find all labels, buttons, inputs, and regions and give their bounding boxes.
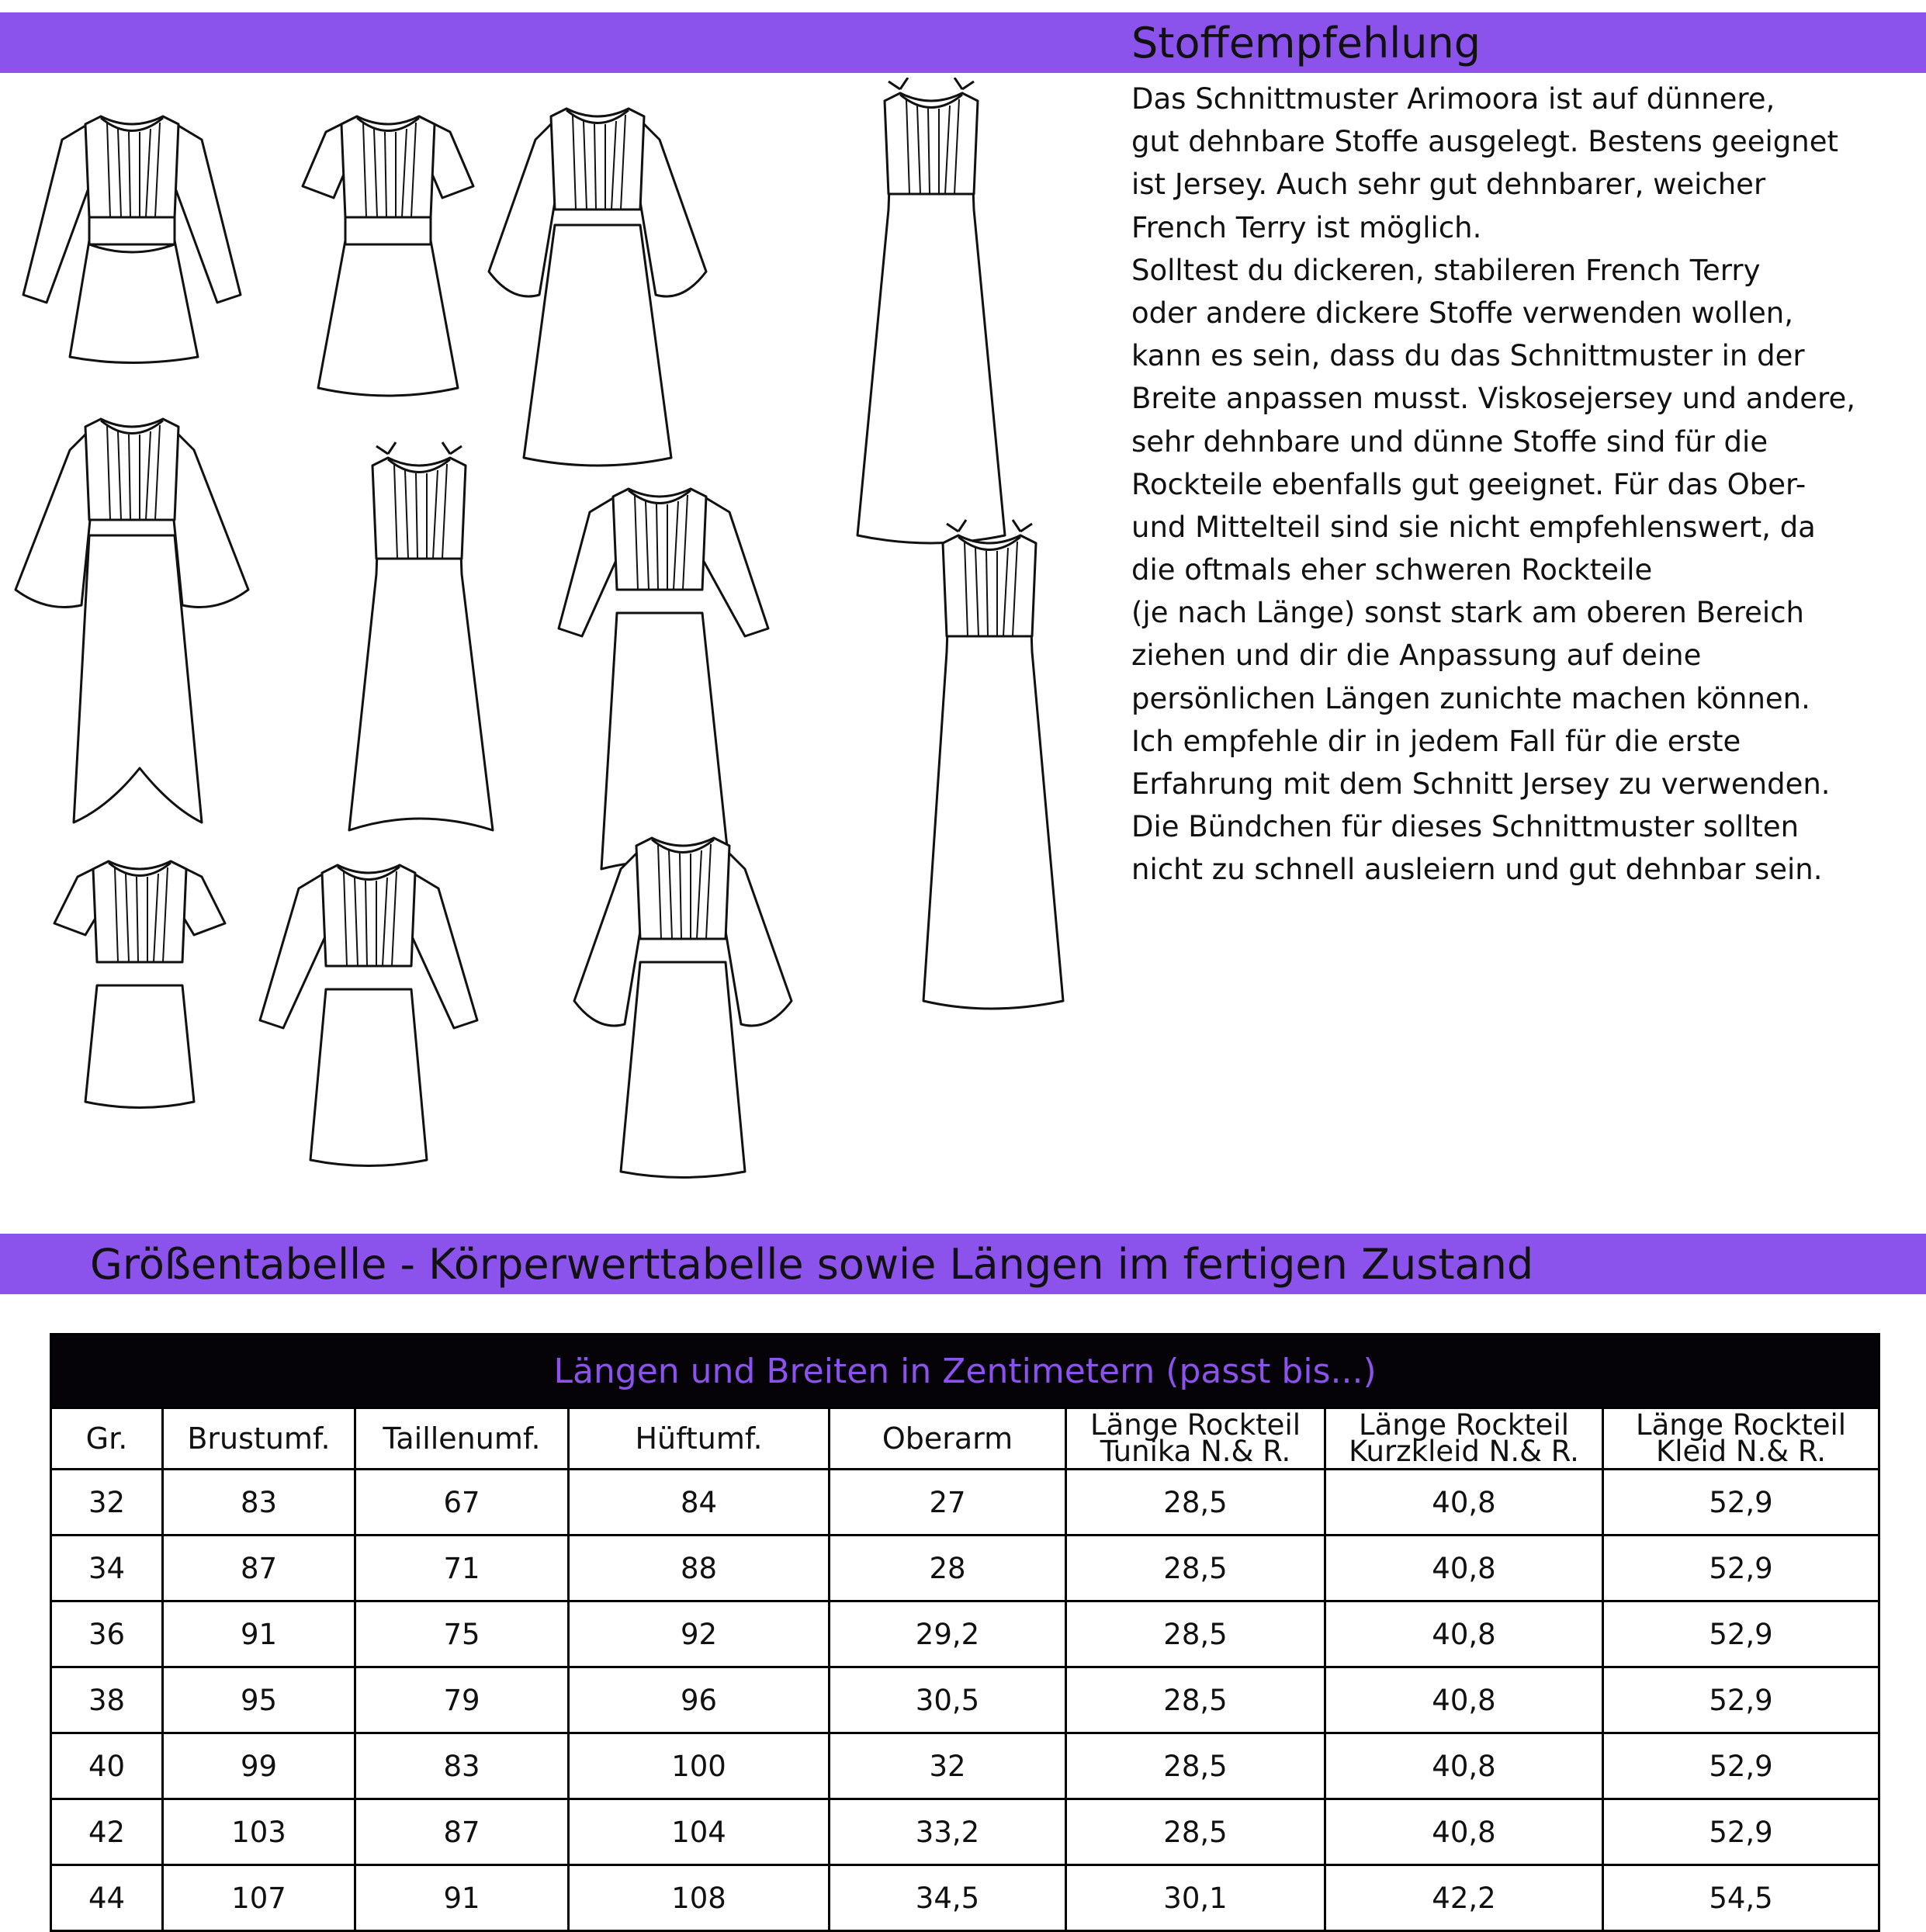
size-table-header xyxy=(1603,1408,1879,1470)
table-cell: 44 xyxy=(51,1865,163,1931)
table-cell: 29,2 xyxy=(830,1601,1066,1667)
table-cell: 34,5 xyxy=(830,1865,1066,1931)
dress-drawing-5 xyxy=(16,419,248,822)
table-cell: 95 xyxy=(163,1667,355,1733)
table-cell: 28,5 xyxy=(1066,1667,1325,1733)
fabric-text-line: sehr dehnbare und dünne Stoffe sind für die xyxy=(1131,424,1768,459)
table-row xyxy=(51,1470,1879,1536)
size-table-header xyxy=(1325,1408,1603,1470)
table-cell: 88 xyxy=(569,1536,830,1601)
dress-drawing-6 xyxy=(349,442,493,830)
table-cell: 54,5 xyxy=(1603,1865,1879,1931)
table-cell: 28 xyxy=(830,1536,1066,1601)
fabric-text-line: Breite anpassen musst. Viskosejersey und andere, xyxy=(1131,382,1855,416)
fabric-text-line: kann es sein, dass du das Schnittmuster in der xyxy=(1131,339,1805,373)
table-cell: 34 xyxy=(51,1536,163,1601)
size-table-header-line: Taillenumf. xyxy=(383,1421,541,1456)
table-cell: 40,8 xyxy=(1325,1601,1603,1667)
size-table xyxy=(50,1333,1880,1932)
fabric-text-line: Ich empfehle dir in jedem Fall für die erste xyxy=(1131,724,1741,758)
fabric-recommendation-title: Stoffempfehlung xyxy=(1131,19,1481,68)
size-table-header-line: Kleid N.& R. xyxy=(1656,1435,1827,1468)
fabric-text-line: French Terry ist möglich. xyxy=(1131,210,1482,244)
size-table-header-line: Brustumf. xyxy=(187,1421,331,1456)
table-cell: 40,8 xyxy=(1325,1667,1603,1733)
dress-drawing-7 xyxy=(559,489,768,869)
table-cell: 67 xyxy=(355,1470,569,1536)
table-cell: 87 xyxy=(355,1799,569,1865)
dress-drawing-1 xyxy=(23,116,241,363)
dress-drawing-11 xyxy=(574,838,792,1178)
size-chart-title: Größentabelle - Körperwerttabelle sowie Längen im fertigen Zustand xyxy=(90,1240,1534,1289)
size-table-header-line: Kurzkleid N.& R. xyxy=(1349,1435,1579,1468)
table-cell: 87 xyxy=(163,1536,355,1601)
table-cell: 28,5 xyxy=(1066,1799,1325,1865)
dress-drawing-10 xyxy=(260,865,477,1166)
size-table-caption: Längen und Breiten in Zentimetern (passt bis...) xyxy=(51,1335,1879,1408)
table-cell: 75 xyxy=(355,1601,569,1667)
table-cell: 103 xyxy=(163,1799,355,1865)
size-table-header xyxy=(830,1408,1066,1470)
size-table-header-line: Länge Rockteil xyxy=(1358,1408,1570,1442)
size-table-header-line: Hüftumf. xyxy=(635,1421,763,1456)
size-table-header-line: Oberarm xyxy=(882,1421,1013,1456)
fabric-text-line: oder andere dickere Stoffe verwenden wollen, xyxy=(1131,296,1793,330)
table-cell: 27 xyxy=(830,1470,1066,1536)
fabric-text-line: persönlichen Längen zunichte machen können. xyxy=(1131,681,1810,715)
table-cell: 52,9 xyxy=(1603,1601,1879,1667)
fabric-text-line: Das Schnittmuster Arimoora ist auf dünnere, xyxy=(1131,82,1775,116)
table-cell: 84 xyxy=(569,1470,830,1536)
size-table-header-line: Länge Rockteil xyxy=(1636,1408,1847,1442)
size-table-header xyxy=(1066,1408,1325,1470)
fabric-text-line: nicht zu schnell ausleiern und gut dehnbar sein. xyxy=(1131,853,1823,887)
fabric-text-line: (je nach Länge) sonst stark am oberen Bereich xyxy=(1131,596,1804,630)
dress-drawing-4 xyxy=(857,78,1005,543)
size-table-header-line: Länge Rockteil xyxy=(1089,1408,1301,1442)
table-cell: 79 xyxy=(355,1667,569,1733)
table-row xyxy=(51,1799,1879,1865)
dress-drawing-9 xyxy=(54,861,225,1108)
table-cell: 32 xyxy=(830,1733,1066,1799)
table-cell: 28,5 xyxy=(1066,1601,1325,1667)
table-cell: 30,1 xyxy=(1066,1865,1325,1931)
table-row xyxy=(51,1667,1879,1733)
dress-drawing-3 xyxy=(489,109,706,466)
size-table-header-row xyxy=(51,1408,1879,1470)
fabric-text-line: und Mittelteil sind sie nicht empfehlenswert, da xyxy=(1131,510,1816,544)
table-cell: 38 xyxy=(51,1667,163,1733)
table-row xyxy=(51,1601,1879,1667)
size-table-header-line: Tunika N.& R. xyxy=(1100,1435,1291,1468)
fabric-text-line: Die Bündchen für dieses Schnittmuster sollten xyxy=(1131,810,1800,844)
table-cell: 100 xyxy=(569,1733,830,1799)
table-cell: 96 xyxy=(569,1667,830,1733)
fabric-text-line: gut dehnbare Stoffe ausgelegt. Bestens geeignet xyxy=(1131,125,1838,159)
table-cell: 52,9 xyxy=(1603,1470,1879,1536)
table-cell: 99 xyxy=(163,1733,355,1799)
table-cell: 40,8 xyxy=(1325,1733,1603,1799)
table-cell: 28,5 xyxy=(1066,1733,1325,1799)
table-cell: 42,2 xyxy=(1325,1865,1603,1931)
table-cell: 28,5 xyxy=(1066,1536,1325,1601)
table-cell: 107 xyxy=(163,1865,355,1931)
table-cell: 40,8 xyxy=(1325,1536,1603,1601)
table-cell: 52,9 xyxy=(1603,1536,1879,1601)
size-table-header xyxy=(569,1408,830,1470)
table-cell: 30,5 xyxy=(830,1667,1066,1733)
table-cell: 92 xyxy=(569,1601,830,1667)
fabric-text-line: Solltest du dickeren, stabileren French Terry xyxy=(1131,253,1761,287)
size-table-header xyxy=(163,1408,355,1470)
table-row xyxy=(51,1733,1879,1799)
table-cell: 33,2 xyxy=(830,1799,1066,1865)
fabric-text-line: ziehen und dir die Anpassung auf deine xyxy=(1131,639,1702,673)
size-table-body xyxy=(51,1470,1879,1931)
table-cell: 32 xyxy=(51,1470,163,1536)
fabric-text-line: Rockteile ebenfalls gut geeignet. Für das Ober- xyxy=(1131,467,1806,501)
size-table-header-line: Gr. xyxy=(85,1421,128,1456)
dress-drawing-2 xyxy=(303,116,473,396)
table-cell: 40,8 xyxy=(1325,1799,1603,1865)
fabric-text-line: die oftmals eher schweren Rockteile xyxy=(1131,553,1653,587)
fabric-text-line: Erfahrung mit dem Schnitt Jersey zu verwenden. xyxy=(1131,767,1831,801)
table-cell: 71 xyxy=(355,1536,569,1601)
fabric-text-line: ist Jersey. Auch sehr gut dehnbarer, weicher xyxy=(1131,168,1766,202)
table-cell: 108 xyxy=(569,1865,830,1931)
table-cell: 52,9 xyxy=(1603,1799,1879,1865)
table-cell: 36 xyxy=(51,1601,163,1667)
table-row xyxy=(51,1536,1879,1601)
table-row xyxy=(51,1865,1879,1931)
fabric-header-band xyxy=(0,12,1926,73)
table-cell: 52,9 xyxy=(1603,1733,1879,1799)
fabric-recommendation-text xyxy=(1131,78,1915,892)
size-table-header xyxy=(51,1408,163,1470)
dress-drawing-8 xyxy=(923,520,1063,1009)
table-cell: 104 xyxy=(569,1799,830,1865)
table-cell: 28,5 xyxy=(1066,1470,1325,1536)
table-cell: 83 xyxy=(355,1733,569,1799)
table-cell: 52,9 xyxy=(1603,1667,1879,1733)
dress-technical-drawings xyxy=(0,78,1117,1210)
table-cell: 83 xyxy=(163,1470,355,1536)
table-cell: 91 xyxy=(163,1601,355,1667)
table-cell: 91 xyxy=(355,1865,569,1931)
size-table-header xyxy=(355,1408,569,1470)
table-cell: 40 xyxy=(51,1733,163,1799)
table-cell: 42 xyxy=(51,1799,163,1865)
table-cell: 40,8 xyxy=(1325,1470,1603,1536)
